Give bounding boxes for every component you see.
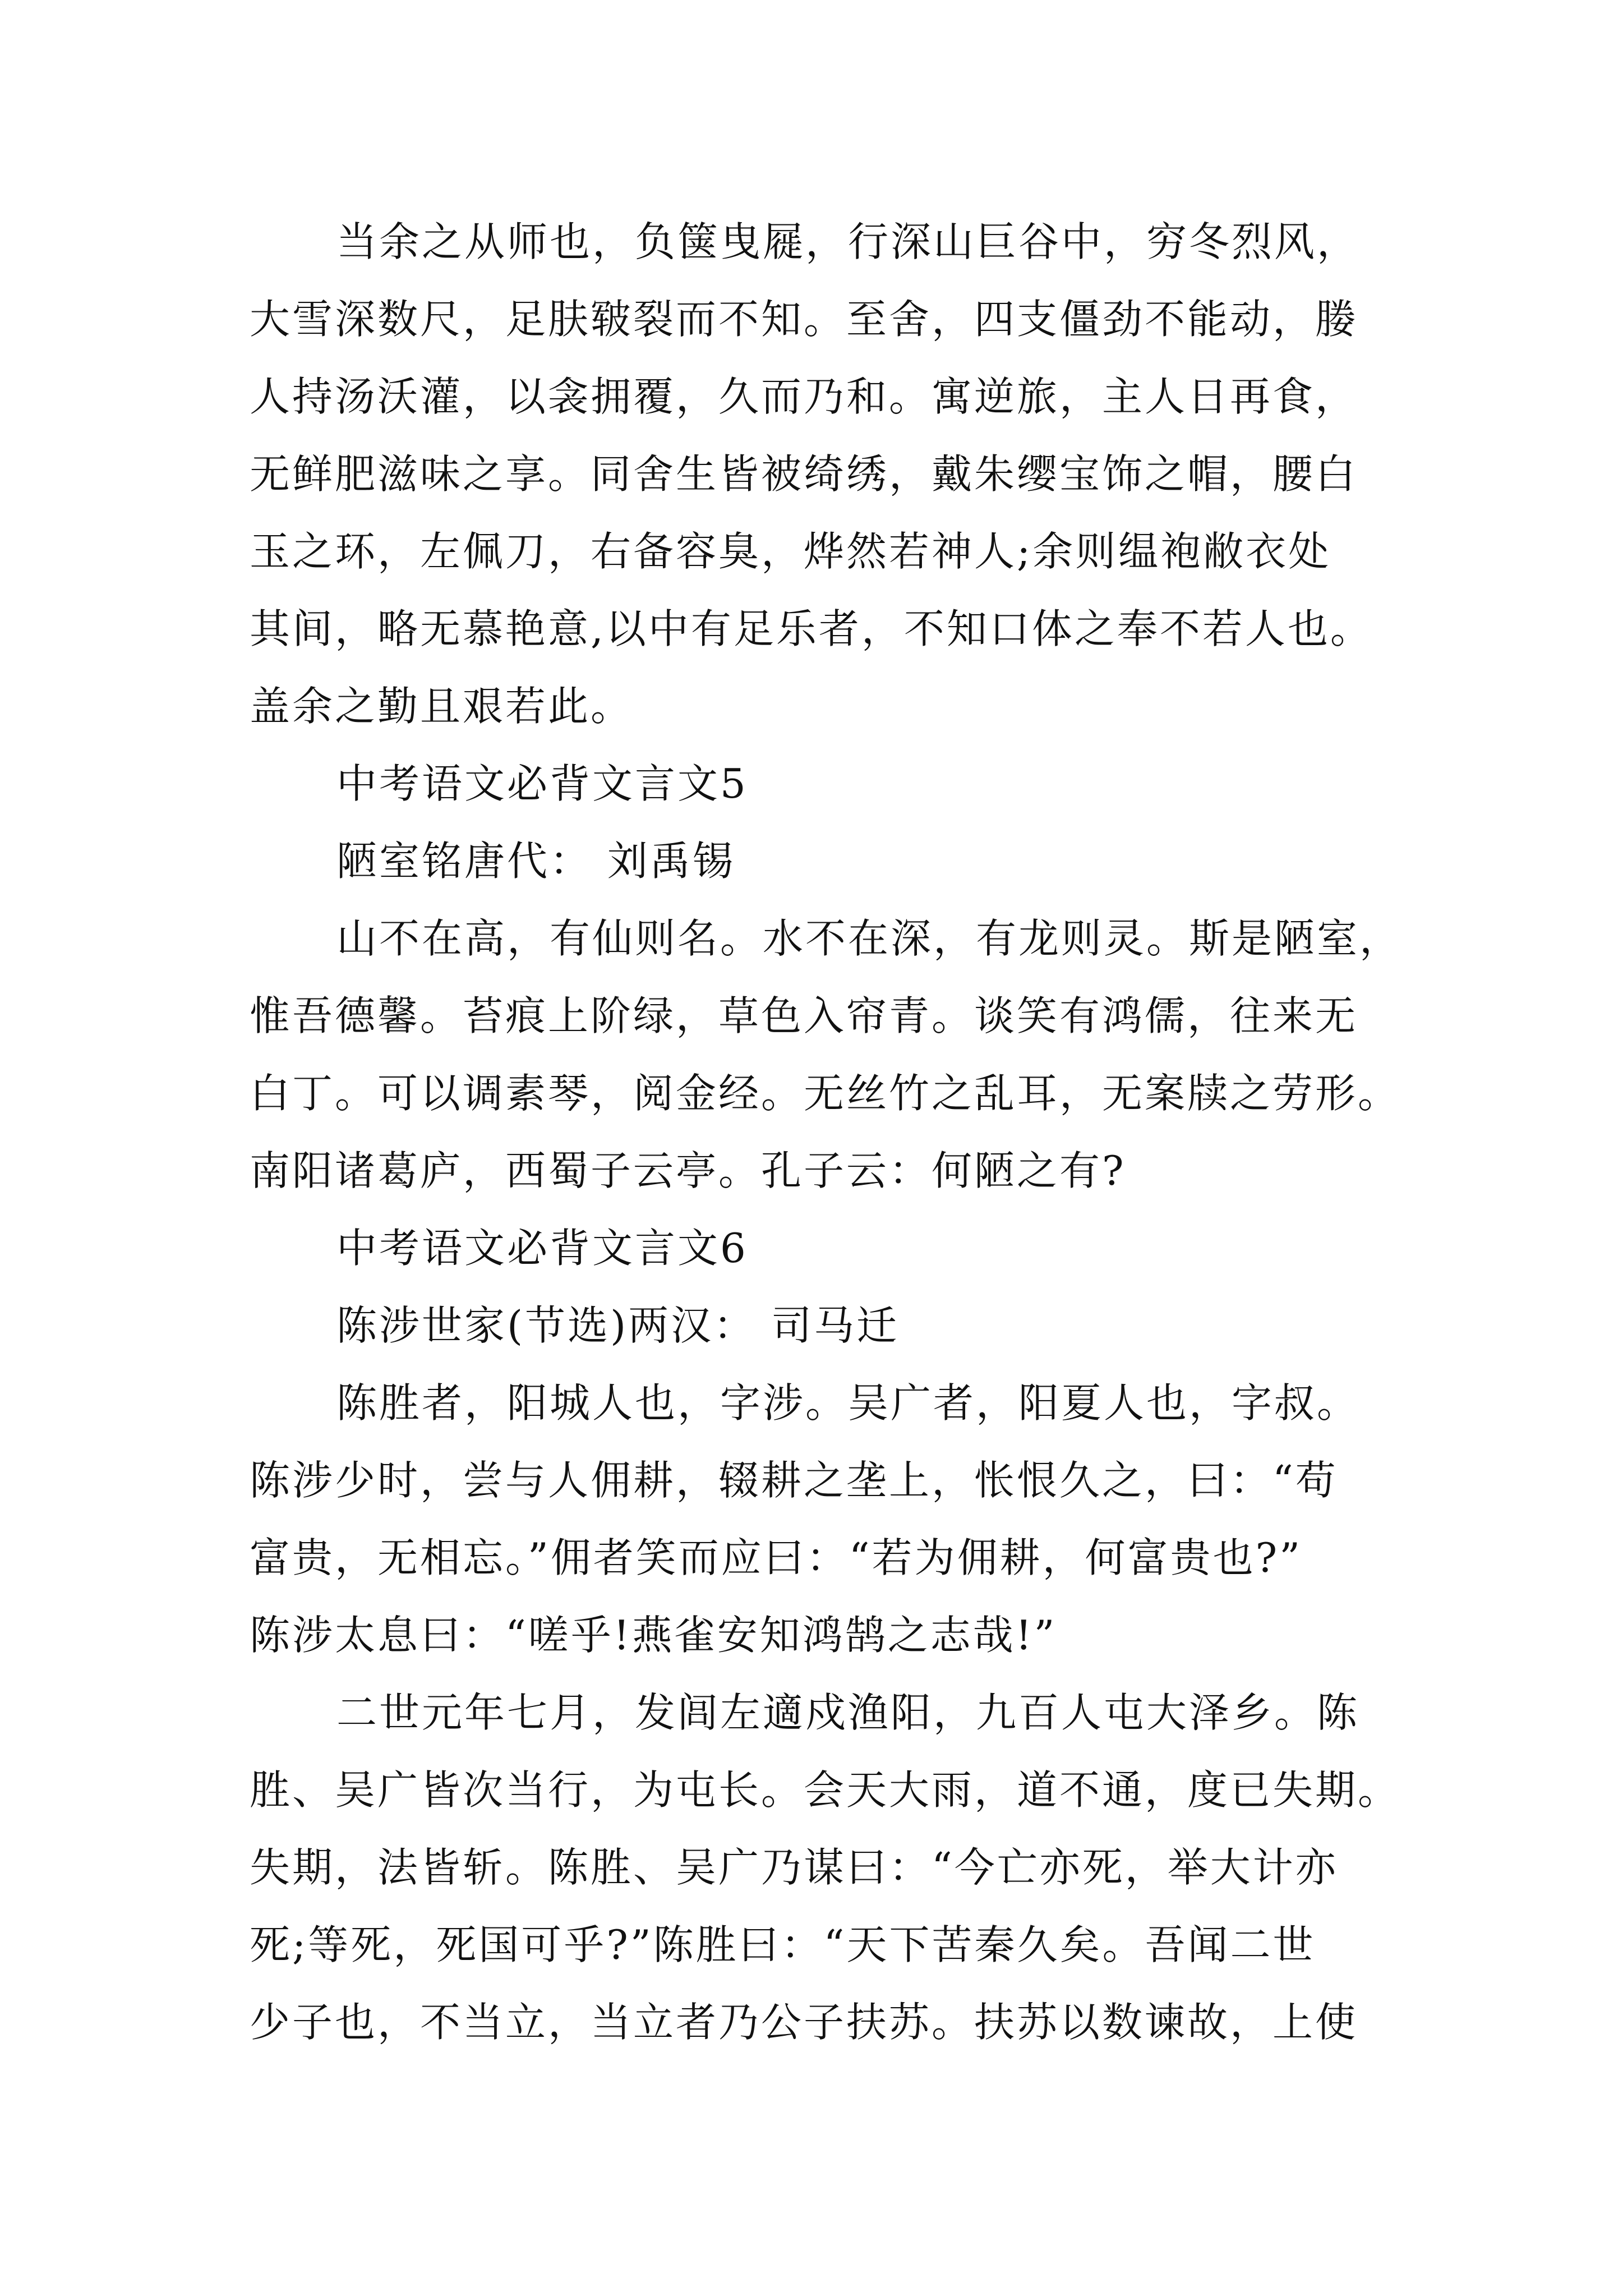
paragraph-line: 少子也，不当立，当立者乃公子扶苏。扶苏以数谏故，上使 bbox=[250, 1999, 1358, 2046]
paragraph-line: 南阳诸葛庐，西蜀子云亭。孔子云：何陋之有? bbox=[250, 1147, 1126, 1194]
section-heading: 中考语文必背文言文6 bbox=[336, 1225, 748, 1272]
paragraph-line: 富贵，无相忘。”佣者笑而应曰：“若为佣耕，何富贵也?” bbox=[250, 1534, 1303, 1581]
paragraph-line: 当余之从师也，负箧曳屣，行深山巨谷中，穷冬烈风， bbox=[336, 218, 1360, 265]
paragraph-line: 其间，略无慕艳意,以中有足乐者，不知口体之奉不若人也。 bbox=[250, 605, 1373, 652]
paragraph-line: 盖余之勤且艰若此。 bbox=[250, 683, 634, 730]
paragraph-line: 二世元年七月，发闾左適戍渔阳，九百人屯大泽乡。陈 bbox=[336, 1689, 1360, 1736]
paragraph-line: 大雪深数尺，足肤皲裂而不知。至舍，四支僵劲不能动，媵 bbox=[250, 296, 1358, 343]
paragraph-line: 山不在高，有仙则名。水不在深，有龙则灵。斯是陋室， bbox=[336, 915, 1403, 962]
paragraph-line: 惟吾德馨。苔痕上阶绿，草色入帘青。谈笑有鸿儒，往来无 bbox=[250, 992, 1358, 1039]
paragraph-line: 死;等死，死国可乎?”陈胜曰：“天下苦秦久矣。吾闻二世 bbox=[250, 1921, 1316, 1968]
paragraph-line: 陈涉太息曰：“嗟乎!燕雀安知鸿鹄之志哉!” bbox=[250, 1612, 1057, 1659]
piece-title-author: 陈涉世家(节选)两汉： 司马迁 bbox=[336, 1302, 900, 1349]
section-heading: 中考语文必背文言文5 bbox=[336, 760, 748, 807]
piece-title-author: 陋室铭唐代： 刘禹锡 bbox=[336, 838, 735, 885]
paragraph-line: 白丁。可以调素琴，阅金经。无丝竹之乱耳，无案牍之劳形。 bbox=[250, 1070, 1401, 1117]
paragraph-line: 玉之环，左佩刀，右备容臭，烨然若神人;余则缊袍敝衣处 bbox=[250, 528, 1331, 575]
paragraph-line: 陈胜者，阳城人也，字涉。吴广者，阳夏人也，字叔。 bbox=[336, 1379, 1360, 1427]
paragraph-line: 胜、吴广皆次当行，为屯长。会天大雨，道不通，度已失期。 bbox=[250, 1766, 1401, 1814]
paragraph-line: 失期，法皆斩。陈胜、吴广乃谋曰：“今亡亦死，举大计亦 bbox=[250, 1844, 1338, 1891]
paragraph-line: 人持汤沃灌，以衾拥覆，久而乃和。寓逆旅，主人日再食， bbox=[250, 373, 1358, 420]
paragraph-line: 无鲜肥滋味之享。同舍生皆被绮绣，戴朱缨宝饰之帽，腰白 bbox=[250, 450, 1358, 498]
paragraph-line: 陈涉少时，尝与人佣耕，辍耕之垄上，怅恨久之，曰：“苟 bbox=[250, 1457, 1338, 1504]
